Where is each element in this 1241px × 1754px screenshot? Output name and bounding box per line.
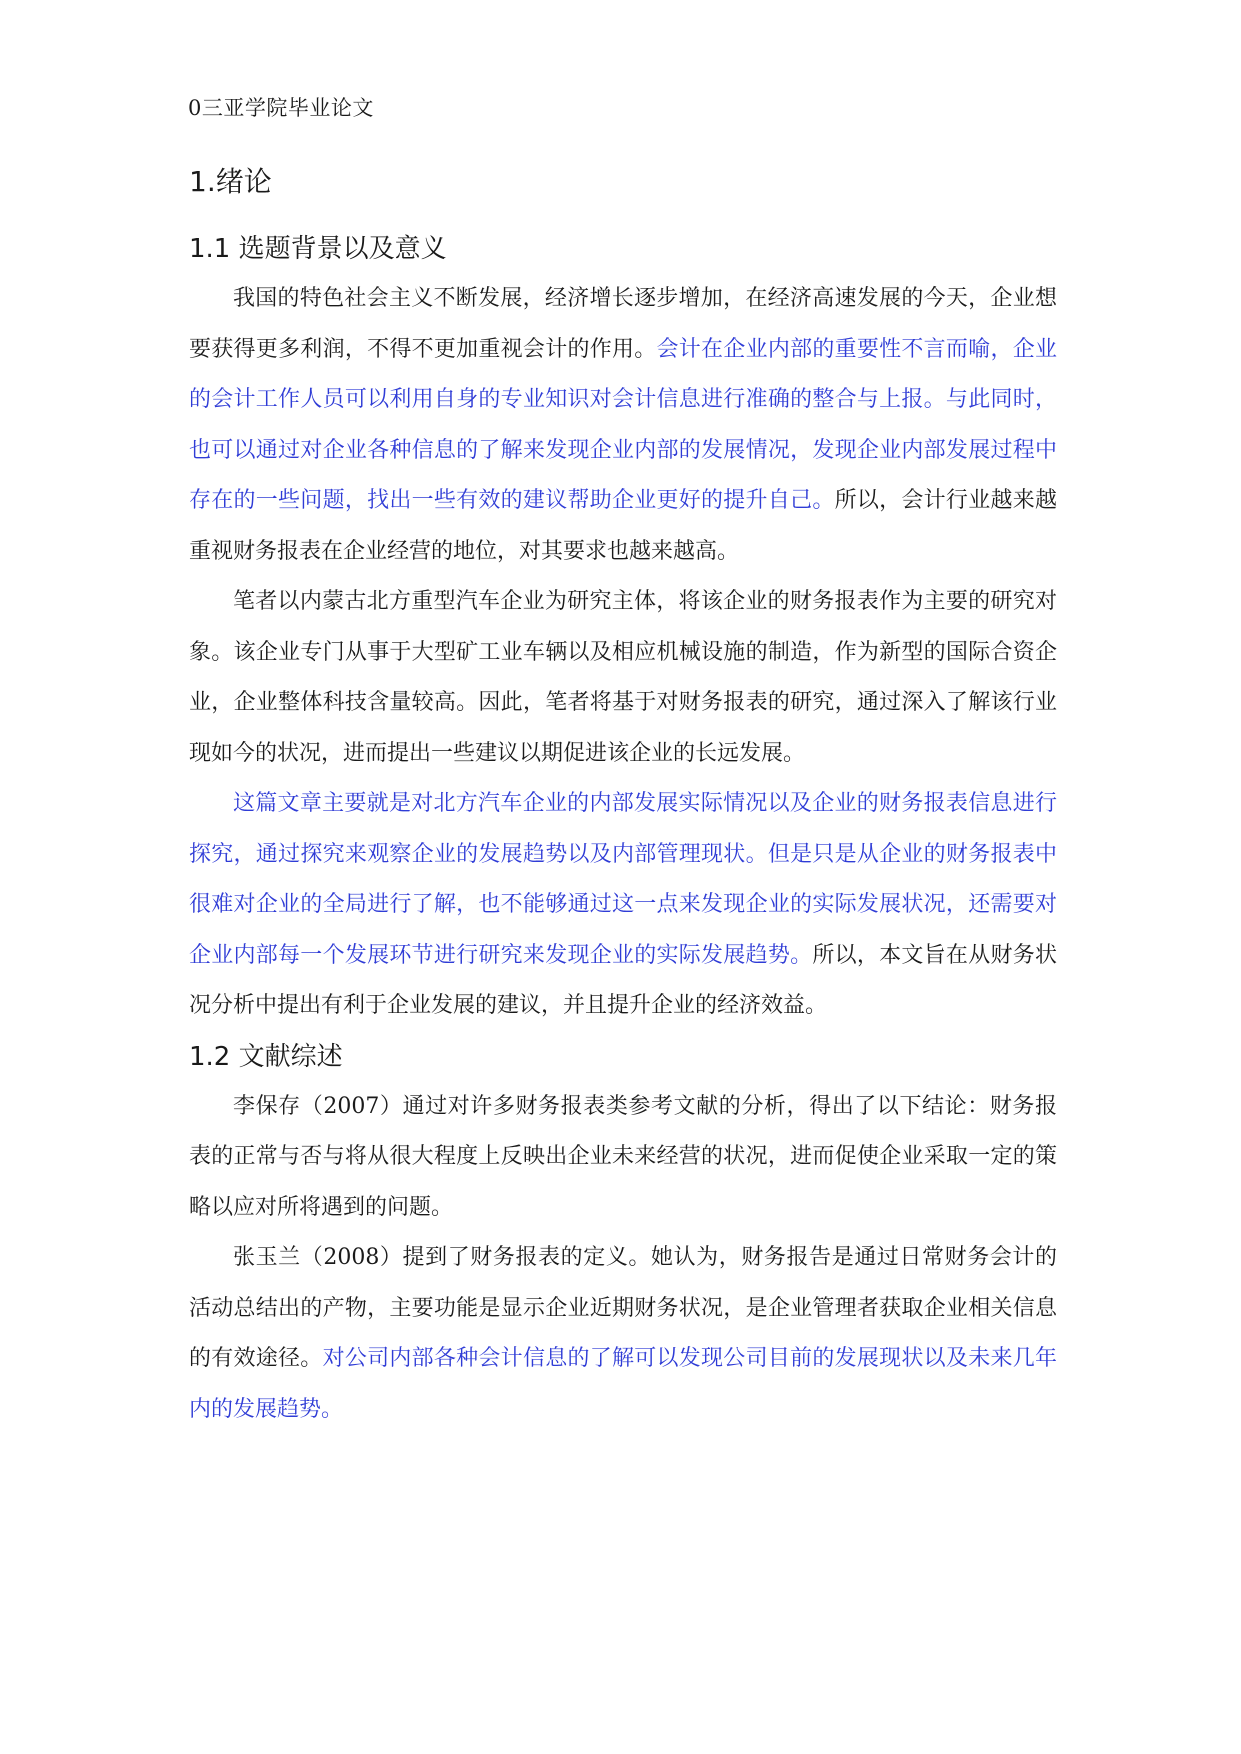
section-title: 1.1 选题背景以及意义 [189,234,447,264]
page-content [189,162,1057,1435]
body-paragraph [189,274,1057,577]
text-segment: 张玉兰（2008）提到了财务报表的定义。她认为，财务报告是通过日常财务会计的活动总结出的产物，主要功能是显示企业近期财务状况，是企业管理者获取企业相关信息的有效途径。 [189,1245,1057,1371]
body-paragraph [189,779,1057,1032]
highlighted-text-segment: 对公司内部各种会计信息的了解可以发现公司目前的发展现状以及未来几年内的发展趋势。 [189,1346,1057,1422]
body-paragraph [189,577,1057,779]
section-literature-review [189,1032,1057,1436]
body-paragraph [189,1082,1057,1234]
body-paragraph [189,1233,1057,1435]
text-segment: 李保存（2007）通过对许多财务报表类参考文献的分析，得出了以下结论：财务报表的正常与否与将从很大程度上反映出企业未来经营的状况，进而促使企业采取一定的策略以应对所将遇到的问题。 [189,1093,1057,1220]
text-segment: 所以，本文旨在从财务状况分析中提出有利于企业发展的建议，并且提升企业的经济效益。 [189,942,1057,1018]
running-header: 0三亚学院毕业论文 [188,96,374,120]
highlighted-text-segment: 这篇文章主要就是对北方汽车企业的内部发展实际情况以及企业的财务报表信息进行探究，通过探究来观察企业的发展趋势以及内部管理现状。但是只是从企业的财务报表中很难对企业的全局进行了解，也不能够通过这一点来发现企业的实际发展状况，还需要对企业内部每一个发展环节进行研究来发现企业的实际发展趋势。 [189,791,1057,968]
text-segment: 所以，会计行业越来越重视财务报表在企业经营的地位，对其要求也越来越高。 [189,488,1057,564]
section-title: 1.2 文献综述 [189,1041,343,1072]
chapter-title: 1.绪论 [189,165,272,198]
highlighted-text-segment: 会计在企业内部的重要性不言而喻，企业的会计工作人员可以利用自身的专业知识对会计信息进行准确的整合与上报。与此同时，也可以通过对企业各种信息的了解来发现企业内部的发展情况，发现企业内部发展过程中存在的一些问题，找出一些有效的建议帮助企业更好的提升自己。 [189,336,1057,513]
section-background [189,224,1057,1032]
text-segment: 我国的特色社会主义不断发展，经济增长逐步增加，在经济高速发展的今天，企业想要获得更多利润，不得不更加重视会计的作用。 [189,286,1057,362]
text-segment: 笔者以内蒙古北方重型汽车企业为研究主体，将该企业的财务报表作为主要的研究对象。该企业专门从事于大型矿工业车辆以及相应机械设施的制造，作为新型的国际合资企业，企业整体科技含量较高。因此，笔者将基于对财务报表的研究，通过深入了解该行业现如今的状况，进而提出一些建议以期促进该企业的长远发展。 [189,589,1057,766]
